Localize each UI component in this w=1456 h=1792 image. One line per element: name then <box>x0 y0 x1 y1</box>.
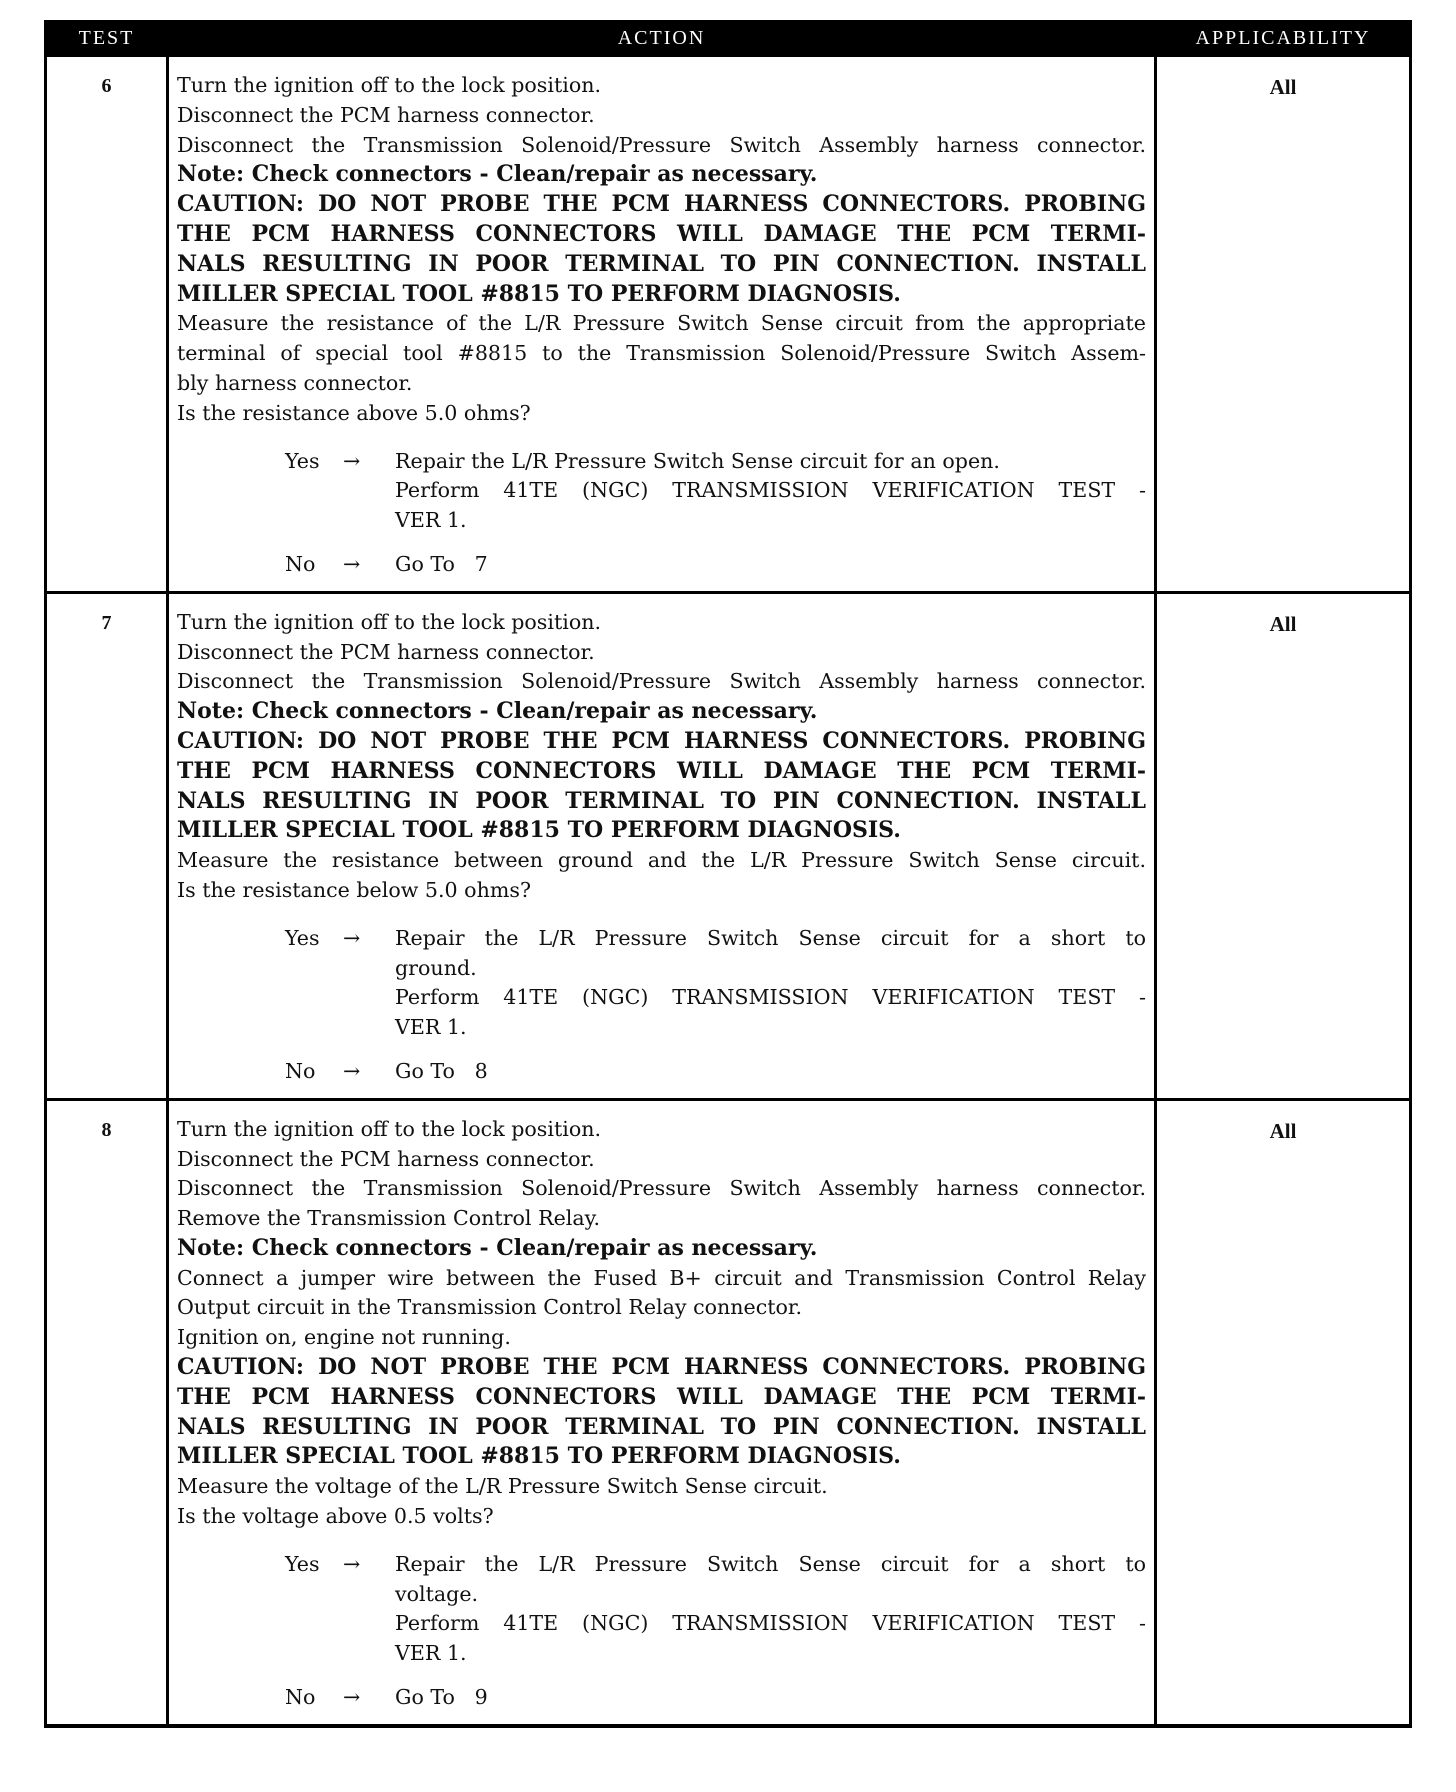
step-line: Disconnect the Transmission Solenoid/Pressure Switch Assembly harness connector. <box>177 1176 1146 1201</box>
step-line: Output circuit in the Transmission Control Relay connector. <box>177 1295 803 1320</box>
step-line: Measure the resistance between ground and the L/R Pressure Switch Sense circuit. <box>177 848 1146 873</box>
yes-result <box>395 1550 1146 1669</box>
result-line: Repair the L/R Pressure Switch Sense circuit for a short to <box>395 925 1146 950</box>
action-cell <box>168 56 1156 593</box>
test-row-7 <box>46 592 1411 1099</box>
header-test: TEST <box>46 22 168 56</box>
arrow-icon: → <box>343 925 361 950</box>
result-line: VER 1. <box>395 1641 467 1666</box>
action-cell <box>168 1099 1156 1726</box>
step-line: Disconnect the PCM harness connector. <box>177 102 595 127</box>
step-line: bly harness connector. <box>177 370 413 395</box>
arrow-icon: → <box>343 551 361 576</box>
caution-line: NALS RESULTING IN POOR TERMINAL TO PIN CONNECTION. INSTALL <box>177 787 1146 814</box>
yes-branch <box>177 447 1146 536</box>
arrow-icon: → <box>343 1058 361 1083</box>
applicability-value: All <box>1156 1099 1411 1726</box>
test-row-6 <box>46 56 1411 593</box>
note-line: Note: Check connectors - Clean/repair as necessary. <box>177 1234 818 1261</box>
caution-line: THE PCM HARNESS CONNECTORS WILL DAMAGE THE PCM TERMI- <box>177 220 1146 247</box>
result-line: voltage. <box>395 1581 479 1606</box>
arrow-icon: → <box>343 1685 361 1710</box>
no-branch <box>177 550 1146 580</box>
step-line: Ignition on, engine not running. <box>177 1325 511 1350</box>
caution-line: NALS RESULTING IN POOR TERMINAL TO PIN CONNECTION. INSTALL <box>177 1413 1146 1440</box>
no-label: No <box>285 1685 316 1710</box>
step-line: terminal of special tool #8815 to the Transmission Solenoid/Pressure Switch Assem- <box>177 341 1146 366</box>
result-line: VER 1. <box>395 508 467 533</box>
step-line: Connect a jumper wire between the Fused B+ circuit and Transmission Control Relay <box>177 1265 1146 1290</box>
applicability-value: All <box>1156 56 1411 593</box>
table-header-row <box>46 22 1411 56</box>
step-line: Measure the voltage of the L/R Pressure Switch Sense circuit. <box>177 1474 828 1499</box>
yes-branch <box>177 924 1146 1043</box>
step-line: Disconnect the PCM harness connector. <box>177 639 595 664</box>
caution-line: NALS RESULTING IN POOR TERMINAL TO PIN CONNECTION. INSTALL <box>177 250 1146 277</box>
test-number: 8 <box>46 1099 168 1726</box>
applicability-value: All <box>1156 592 1411 1099</box>
test-row-8 <box>46 1099 1411 1726</box>
caution-line: MILLER SPECIAL TOOL #8815 TO PERFORM DIAGNOSIS. <box>177 1443 901 1470</box>
header-action: ACTION <box>168 22 1156 56</box>
caution-line: THE PCM HARNESS CONNECTORS WILL DAMAGE THE PCM TERMI- <box>177 757 1146 784</box>
note-line: Note: Check connectors - Clean/repair as necessary. <box>177 698 818 725</box>
no-branch <box>177 1057 1146 1087</box>
arrow-icon: → <box>343 448 361 473</box>
note-line: Note: Check connectors - Clean/repair as necessary. <box>177 161 818 188</box>
result-line: Repair the L/R Pressure Switch Sense circuit for a short to <box>395 1551 1146 1576</box>
no-result: Go To 8 <box>395 1058 488 1083</box>
no-result: Go To 9 <box>395 1685 488 1710</box>
step-line: Disconnect the PCM harness connector. <box>177 1146 595 1171</box>
caution-line: MILLER SPECIAL TOOL #8815 TO PERFORM DIAGNOSIS. <box>177 280 901 307</box>
action-cell <box>168 592 1156 1099</box>
question-line: Is the resistance below 5.0 ohms? <box>177 877 531 902</box>
yes-branch <box>177 1550 1146 1669</box>
yes-result <box>395 447 1146 536</box>
result-line: Perform 41TE (NGC) TRANSMISSION VERIFICATION TEST - <box>395 1611 1146 1636</box>
no-branch <box>177 1683 1146 1713</box>
result-line: Perform 41TE (NGC) TRANSMISSION VERIFICATION TEST - <box>395 478 1146 503</box>
caution-line: CAUTION: DO NOT PROBE THE PCM HARNESS CONNECTORS. PROBING <box>177 727 1146 754</box>
test-number: 6 <box>46 56 168 593</box>
no-label: No <box>285 551 316 576</box>
step-line: Measure the resistance of the L/R Pressure Switch Sense circuit from the appropriate <box>177 311 1146 336</box>
question-line: Is the resistance above 5.0 ohms? <box>177 400 531 425</box>
caution-line: CAUTION: DO NOT PROBE THE PCM HARNESS CONNECTORS. PROBING <box>177 191 1146 218</box>
header-applicability: APPLICABILITY <box>1156 22 1411 56</box>
yes-label: Yes <box>285 925 320 950</box>
caution-line: THE PCM HARNESS CONNECTORS WILL DAMAGE THE PCM TERMI- <box>177 1383 1146 1410</box>
step-line: Remove the Transmission Control Relay. <box>177 1206 601 1231</box>
arrow-icon: → <box>343 1551 361 1576</box>
result-line: VER 1. <box>395 1015 467 1040</box>
no-label: No <box>285 1058 316 1083</box>
result-line: Repair the L/R Pressure Switch Sense circuit for an open. <box>395 448 1000 473</box>
yes-label: Yes <box>285 448 320 473</box>
test-number: 7 <box>46 592 168 1099</box>
caution-line: MILLER SPECIAL TOOL #8815 TO PERFORM DIAGNOSIS. <box>177 817 901 844</box>
caution-line: CAUTION: DO NOT PROBE THE PCM HARNESS CONNECTORS. PROBING <box>177 1354 1146 1381</box>
step-line: Disconnect the Transmission Solenoid/Pressure Switch Assembly harness connector. <box>177 132 1146 157</box>
question-line: Is the voltage above 0.5 volts? <box>177 1504 494 1529</box>
step-line: Turn the ignition off to the lock position. <box>177 609 602 634</box>
step-line: Disconnect the Transmission Solenoid/Pressure Switch Assembly harness connector. <box>177 669 1146 694</box>
step-line: Turn the ignition off to the lock position. <box>177 73 602 97</box>
step-line: Turn the ignition off to the lock position. <box>177 1116 602 1141</box>
yes-label: Yes <box>285 1551 320 1576</box>
no-result: Go To 7 <box>395 551 488 576</box>
result-line: Perform 41TE (NGC) TRANSMISSION VERIFICATION TEST - <box>395 985 1146 1010</box>
yes-result <box>395 924 1146 1043</box>
result-line: ground. <box>395 955 477 980</box>
diagnostic-test-table <box>44 20 1412 1728</box>
